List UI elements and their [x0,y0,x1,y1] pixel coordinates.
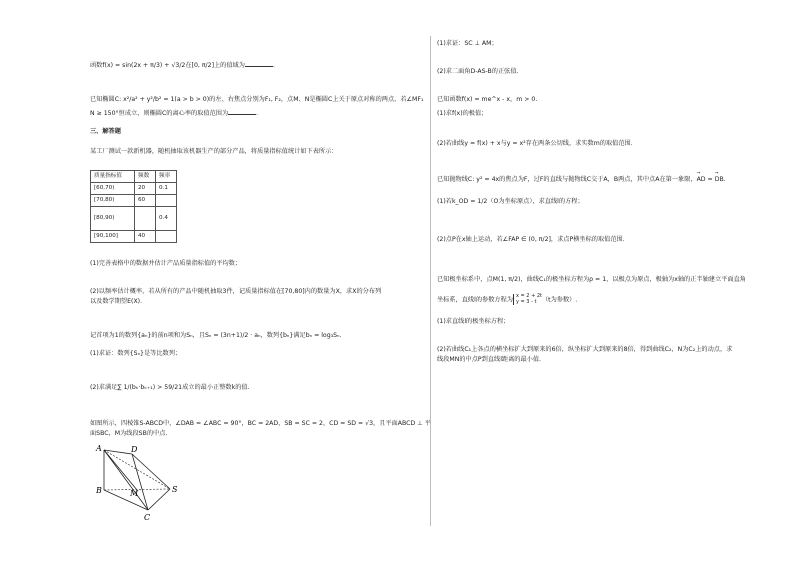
question-parabola-intro [437,176,726,184]
question-polar-part2-line2: 线段MN的中点P到直线l距离的最小值. [437,356,542,363]
polar-text-pre: 坐标系，直线l的参数方程为 [437,296,513,304]
answer-blank [228,108,259,117]
trig-text-pre: 函数f(x) = sin(2x + [90,62,151,69]
table-cell: [70,80) [91,195,135,207]
table-header: 质量指标值 [91,171,135,183]
question-solid-line2: 面SBC，M为线段SB的中点. [90,430,168,437]
vector-db: → DB [715,176,724,184]
ellipse-tail: . [256,110,259,117]
table-cell: [60,70) [91,183,135,195]
table-cell: [80,90) [91,207,135,231]
vertex-label-b: B [96,486,102,495]
question-seq-part1: (1)求证：数列{Sₙ}是等比数列； [90,350,182,357]
trig-text-frac: √3/2 [171,62,186,69]
solid-part2: (2)求二面角D-AS-B的正弦值. [437,68,519,75]
parabola-tail: . [723,176,726,183]
parabola-eq: = [705,176,715,183]
question-polar-part2-line1: (2)若曲线C₁上各点的横坐标扩大到原来的6倍，纵坐标扩大到原来的8倍，得到曲线C₂，N为C₂上的动点，求 [437,346,733,353]
edge-bc [104,490,148,510]
question-seq-intro: 记首项为1的数列{aₙ}的前n项和为Sₙ，且Sₙ = (3n+1)/2 · aₙ，数列{bₙ}满足bₙ = log₃Sₙ. [90,332,342,339]
table-row [91,231,177,243]
vertex-label-s: S [172,485,178,494]
table-row [91,207,177,231]
edge-cs [148,489,170,510]
vertex-label-c: C [144,513,151,522]
table-cell [156,231,177,243]
question-seq-part2 [90,384,250,392]
table-row [91,183,177,195]
table-cell: 0.4 [156,207,177,231]
table-header-row [91,171,177,183]
section-heading: 三、解答题 [90,128,121,135]
pyramid-figure [94,444,194,522]
parametric-system [513,294,542,305]
param-eq-y: y = 3 - t [515,298,537,305]
vertex-label-m: M [130,489,139,498]
polar-text-post: （t为参数）. [542,296,578,304]
question-func-part1: (1)求f(x)的极值； [437,110,488,117]
table-cell: 0.1 [156,183,177,195]
question-parabola-part1: (1)若k_OD = 1/2（O为坐标原点），求直线l的方程； [437,198,584,205]
question-parabola-part2: (2)点P在x轴上运动，若∠FAP ∈ (0, π/2]，求点P横坐标的取值范围. [437,236,625,243]
table-cell: 60 [135,195,156,207]
table-header: 频数 [135,171,156,183]
column-divider [430,36,431,526]
table-row [91,195,177,207]
param-eq-x: x = 2 + 2t [515,293,542,299]
edge-dc [132,454,148,510]
frequency-table [90,170,177,243]
ellipse-text: N ≥ 150°恒成立，则椭圆C的离心率的取值范围为 [90,110,229,117]
seq-part2-post: 成立的最小正整数k的值. [182,384,250,391]
vector-ad: → AD [697,176,706,184]
question-func-part2: (2)若曲线y = f(x) + x与y = x²存在两条公切线，求实数m的取值范围. [437,140,633,147]
table-cell [135,207,156,231]
seq-part2-frac: 59/21 [164,384,183,391]
vertex-label-d: D [131,445,138,454]
answer-blank [245,60,273,67]
question-stats-intro: 某工厂测试一款新机器，随机抽取该机器生产的部分产品，将质量指标值统计如下表所示： [90,148,338,155]
edge-ac [104,450,148,510]
parabola-text: 已知抛物线C: y² = 4x的焦点为F，过F的直线与抛物线C交于A，B两点，其中点A在第一象限， [437,176,697,183]
question-stats-part2-line1: (2)以频率估计概率，若从所有的产品中随机抽取3件，记质量指标值在[70,80]内的数量为X，求X的分布列 [90,288,382,295]
table-cell: 20 [135,183,156,195]
trig-text-post: 在[0, π/2]上的值域为 [185,62,245,69]
edge-as-hidden [104,450,170,489]
table-cell: [90,100] [91,231,135,243]
question-polar-line1: 已知极坐标系中，点M(1, π/2)，曲线C₁的极坐标方程为ρ = 1，以极点为原点，极轴为x轴的正半轴建立平面直角 [437,276,746,283]
edge-am [104,450,137,490]
question-polar-part1: (1)求直线l的极坐标方程； [437,318,510,325]
question-stats-part2-line2: 以及数学期望E(X). [90,298,143,305]
question-stats-part1: (1)完善表格中的数据并估计产品质量指标值的平均数； [90,260,242,267]
table-cell: 40 [135,231,156,243]
vertex-label-a: A [96,444,102,453]
question-trig-range [90,60,275,70]
edge-ad [104,450,132,454]
solid-part1: (1)求证：SC ⊥ AM； [437,40,498,47]
trig-text-mid: ) + [159,62,172,69]
trig-text-arg: π/3 [150,62,160,69]
table-header: 频率 [156,171,177,183]
table-cell [156,195,177,207]
question-solid-line1: 如图所示，四棱锥S-ABCD中，∠DAB = ∠ABC = 90°，BC = 2AD，SB = SC = 2，CD = SD = √3，且平面ABCD ⊥ 平 [90,420,431,427]
question-polar-line2 [437,294,577,305]
seq-part2-pre: (2)求满足∑ 1/(bₖ·bₖ₊₁) > [90,384,165,391]
edge-ds [132,454,170,489]
question-ellipse-line2 [90,108,258,118]
question-func-intro: 已知函数f(x) = me^x - x，m > 0. [437,96,538,103]
question-ellipse-line1: 已知椭圆C: x²/a² + y²/b² = 1(a > b > 0)的左、右焦点分别为F₁, F₂，点M、N是椭圆C上关于原点对称的两点，若∠MF₁ [90,96,424,103]
trig-text-tail: . [272,62,275,69]
